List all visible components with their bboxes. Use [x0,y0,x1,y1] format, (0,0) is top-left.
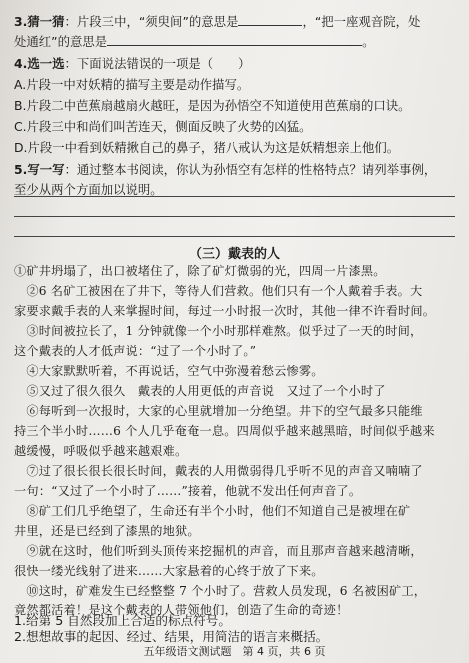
passage-line: ⑤又过了很久很久 戴表的人用更低的声音说 又过了一个小时了 [14,384,386,398]
passage-line: ⑩这时，矿难发生已经整整 7 个小时了。营救人员发现，6 名被困矿工， [14,584,427,598]
passage-line: ③时间被拉长了，1 分钟就像一个小时那样难熬。似乎过了一天的时间， [14,324,423,338]
passage-line: 竟然都活着！是这个戴表的人带领他们，创造了生命的奇迹！ [14,603,349,617]
q3-line1 [14,12,455,32]
answer-line-3[interactable] [14,236,455,237]
q4-stem-text: ：下面说法错误的一项是（ ） [64,56,251,71]
q3-text-2: ，“把一座观音院，处 [302,14,421,29]
passage-line: 一句：“又过了一个小时了……”接着，他就不发出任何声音了。 [14,484,362,498]
passage-line: 这个戴表的人才低声说：“过了一个小时了。” [14,344,257,358]
question-1: 1.给第 5 自然段加上合适的标点符号。 [14,613,231,628]
q5-number: 5. [14,162,28,177]
page-footer: 五年级语文测试题 第 4 页，共 6 页 [143,645,326,658]
question-2: 2.想想故事的起因、经过、结果，用简洁的语言来概括。 [14,629,329,644]
answer-line-2[interactable] [14,216,455,217]
passage-line: 越缓慢，呼吸似乎越来越艰难。 [14,444,188,458]
passage-line: ②6 名矿工被困在了井下，等待人们营救。他们只有一个人戴着手表。大 [14,284,423,298]
q4-option-d: D.片段一中看到妖精揪自己的鼻子，猪八戒认为这是妖精想亲上他们。 [14,140,400,155]
passage-line: 井里，还是已经到了漆黑的地狱。 [14,524,200,538]
q4-heading: 选一选 [27,56,65,71]
q3-line2 [14,32,455,52]
answer-line-1[interactable] [14,196,455,197]
q5-text-1: ：通过整本书阅读，你认为孙悟空有怎样的性格特点？请列举事例， [64,162,437,177]
passage-line: ⑦过了很长很长很长时间，戴表的人用微弱得几乎听不见的声音又喃喃了 [14,464,423,478]
passage-line: ⑨就在这时，他们听到头顶传来挖掘机的声音，而且那声音越来越清晰， [14,544,423,558]
section-title: （三）戴表的人 [188,247,280,262]
q5-line2: 至少从两个方面加以说明。 [14,182,163,197]
passage-line: ④大家默默听着，不再说话，空气中弥漫着愁云惨雾。 [14,364,324,378]
q3-text-3: 处通红”的意思是 [14,34,108,49]
passage-line: ①矿井坍塌了，出口被堵住了，除了矿灯微弱的光，四周一片漆黑。 [14,264,386,278]
q4-number: 4. [14,56,28,71]
q3-blank-2[interactable] [107,33,362,46]
passage-line: 很快一缕光线射了进来……大家悬着的心终于放了下来。 [14,564,324,578]
q4-stem [14,54,455,74]
q5-line1 [14,160,455,180]
passage-line: ⑧矿工们几乎绝望了，生命还有半个小时，他们不知道自己是被埋在矿 [14,504,411,518]
q4-option-c: C.片段三中和尚们叫苦连天，侧面反映了火势的凶猛。 [14,119,312,134]
q4-option-b: B.片段二中芭蕉扇越扇火越旺，是因为孙悟空不知道使用芭蕉扇的口诀。 [14,98,411,113]
q3-text-1: ：片段三中，“须臾间”的意思是 [64,14,239,29]
q3-end: 。 [362,34,375,49]
q4-option-a: A.片段一中对妖精的描写主要是动作描写。 [14,77,250,92]
q3-blank-1[interactable] [238,13,302,26]
passage-line: 家要求戴手表的人来掌握时间，每过一小时报一次时，其他一律不许看时间。 [14,304,436,318]
passage-line: ⑥每听到一次报时，大家的心里就增加一分绝望。井下的空气最多只能维 [14,404,423,418]
q3-number: 3. [14,14,28,29]
passage-line: 持三个半小时……6 个人几乎奄奄一息。四周似乎越来越黑暗，时间似乎越来 [14,424,435,438]
q3-heading: 猜一猜 [27,14,65,29]
q5-heading: 写一写 [27,162,65,177]
